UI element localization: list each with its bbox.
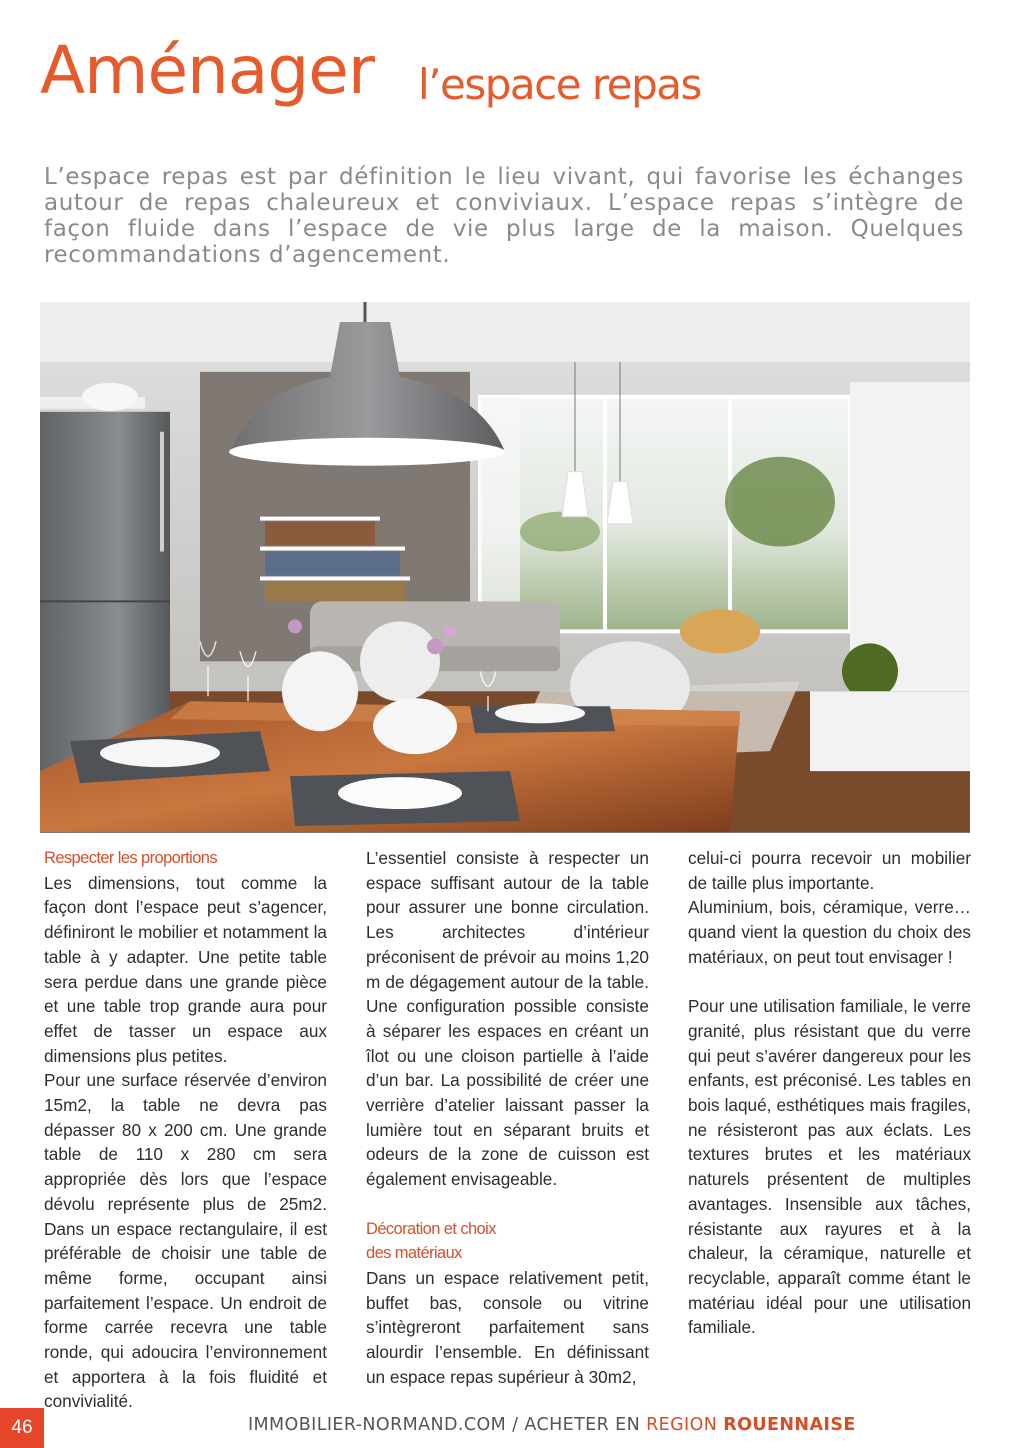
section-heading-proportions: Respecter les proportions [44,849,218,867]
text-column-3 [688,846,971,1340]
paragraph: L’essentiel consiste à respecter un espace suffisant autour de la table pour assurer une bonne circulation. Les architectes d’intérieur préconisent de prévoir au moins 1,20 m de dégagement autour de la table. Une configuration possible consiste à séparer les espaces en créant un îlot ou une cloison partielle à l’aide d’un bar. La possibilité de créer une verrière d’atelier laissant passer la lumière tout en séparant bruits et odeurs de la zone de cuisson est également envisageable. [366,848,649,1190]
dining-room-photo [40,302,970,833]
section-heading-decoration [366,1217,649,1266]
page-subtitle: l’espace repas [418,60,701,109]
footer-site: IMMOBILIER-NORMAND.COM [248,1415,507,1435]
paragraph: celui-ci pourra recevoir un mobilier de taille plus importante. [688,848,971,893]
paragraph: Les dimensions, tout comme la façon dont l’espace peut s’agencer, définiront le mobilier et notamment la table à y adapter. Une petite table sera perdue dans une grande pièce et une table trop grande aura pour effet de tasser un espace aux dimensions plus petites. [44,872,327,1066]
footer-separator: / [506,1415,525,1435]
section-heading-line: des matériaux [366,1244,462,1263]
spacer [366,1192,649,1217]
text-column-2 [366,846,649,1389]
footer-acheter: ACHETER EN [524,1415,647,1435]
paragraph: Pour une surface réservée d’environ 15m2, la table ne devra pas dépasser 80 x 200 cm. Une grande table de 110 x 280 cm sera appropriée dès lors que l’espace dévolu représente plus de 25m2. Dans un espace rectangulaire, il est préférable de choisir une table de même forme, occupant ainsi parfaitement l’espace. Un endroit de forme carrée recevra une table ronde, qui adoucira l’environnement et apportera à la fois fluidité et convivialité. [44,1070,327,1412]
footer-city: ROUENNAISE [723,1415,856,1435]
page-number-badge: 46 [0,1408,44,1448]
footer-region: REGION [646,1415,724,1435]
spacer [688,970,971,995]
intro-paragraph: L’espace repas est par définition le lieu vivant, qui favorise les échanges autour de repas chaleureux et conviviaux. L’espace repas s’intègre de façon fluide dans l’espace de vie plus large de la maison. Quelques recommandations d’agencement. [44,164,964,268]
section-heading-line: Décoration et choix [366,1219,496,1238]
page-title: Aménager [40,32,374,109]
paragraph: Aluminium, bois, céramique, verre… quand vient la question du choix des matériaux, on peut tout envisager ! [688,897,971,967]
paragraph: Dans un espace relativement petit, buffet bas, console ou vitrine s’intègreront parfaitement sans alourdir l’ensemble. En définissant un espace repas supérieur à 30m2, [366,1267,649,1387]
page-footer [248,1414,856,1436]
paragraph: Pour une utilisation familiale, le verre granité, plus résistant que du verre qui peut s’avérer dangereux pour les enfants, est préconisé. Les tables en bois laqué, esthétiques mais fragiles, ne résisteront pas aux éclats. Les textures brutes et les matériaux naturels présentent de multiples avantages. Insensible aux tâches, résistante aux rayures et à la chaleur, la céramique, naturelle et recyclable, apparaît comme étant le matériau idéal pour une utilisation familiale. [688,996,971,1338]
text-column-1 [44,846,327,1414]
